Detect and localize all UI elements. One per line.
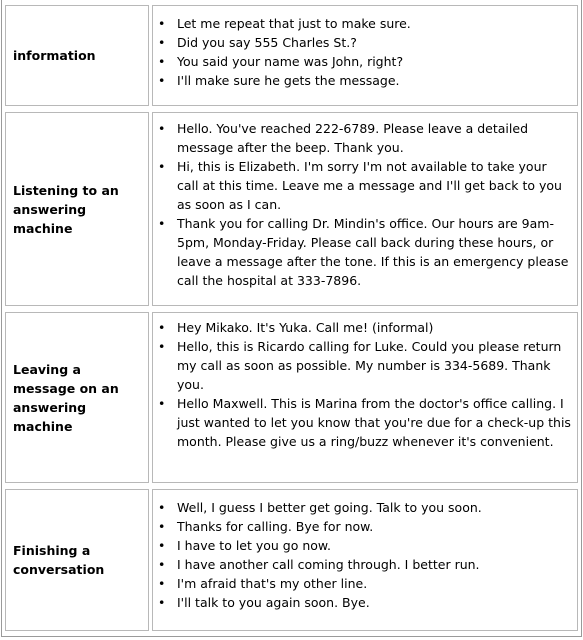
phrase-list: [153, 14, 577, 90]
row-label-cell: [5, 112, 149, 306]
list-item: • I have another call coming through. I better run.: [153, 555, 577, 574]
list-item: • I have to let you go now.: [153, 536, 577, 555]
list-item: • Hi, this is Elizabeth. I'm sorry I'm not available to take your call at this time. Leave me a message and I'll get back to you as soon as I can.: [153, 157, 577, 214]
list-item: • Thank you for calling Dr. Mindin's office. Our hours are 9am-5pm, Monday-Friday. Please call back during these hours, or leave a message after the tone. If this is an emergency please call the hospital at 333-7896.: [153, 214, 577, 290]
phrase-list: [153, 498, 577, 612]
list-item: • You said your name was John, right?: [153, 52, 577, 71]
list-item: • Did you say 555 Charles St.?: [153, 33, 577, 52]
list-item: • Well, I guess I better get going. Talk to you soon.: [153, 498, 577, 517]
row-content-cell: [152, 489, 578, 631]
list-item: • Hello, this is Ricardo calling for Luke. Could you please return my call as soon as possible. My number is 334-5689. Thank you.: [153, 337, 577, 394]
row-label-cell: [5, 5, 149, 106]
list-item: • I'm afraid that's my other line.: [153, 574, 577, 593]
row-label-cell: [5, 489, 149, 631]
row-label: information: [13, 48, 96, 63]
row-label: Finishing a conversation: [13, 543, 105, 577]
list-item: • Thanks for calling. Bye for now.: [153, 517, 577, 536]
row-label: Leaving a message on an answering machine: [13, 361, 119, 434]
list-item: • Let me repeat that just to make sure.: [153, 14, 577, 33]
phrase-list: [153, 318, 577, 451]
row-content-cell: [152, 112, 578, 306]
list-item: • I'll talk to you again soon. Bye.: [153, 593, 577, 612]
row-content-cell: [152, 5, 578, 106]
list-item: • Hey Mikako. It's Yuka. Call me! (informal): [153, 318, 577, 337]
list-item: • Hello Maxwell. This is Marina from the doctor's office calling. I just wanted to let you know that you're due for a check-up this month. Please give us a ring/buzz whenever it's convenient.: [153, 394, 577, 451]
row-label-cell: [5, 312, 149, 483]
list-item: • I'll make sure he gets the message.: [153, 71, 577, 90]
phrase-list: [153, 119, 577, 290]
row-content-cell: [152, 312, 578, 483]
row-label: Listening to an answering machine: [13, 182, 119, 236]
list-item: • Hello. You've reached 222-6789. Please leave a detailed message after the beep. Thank you.: [153, 119, 577, 157]
